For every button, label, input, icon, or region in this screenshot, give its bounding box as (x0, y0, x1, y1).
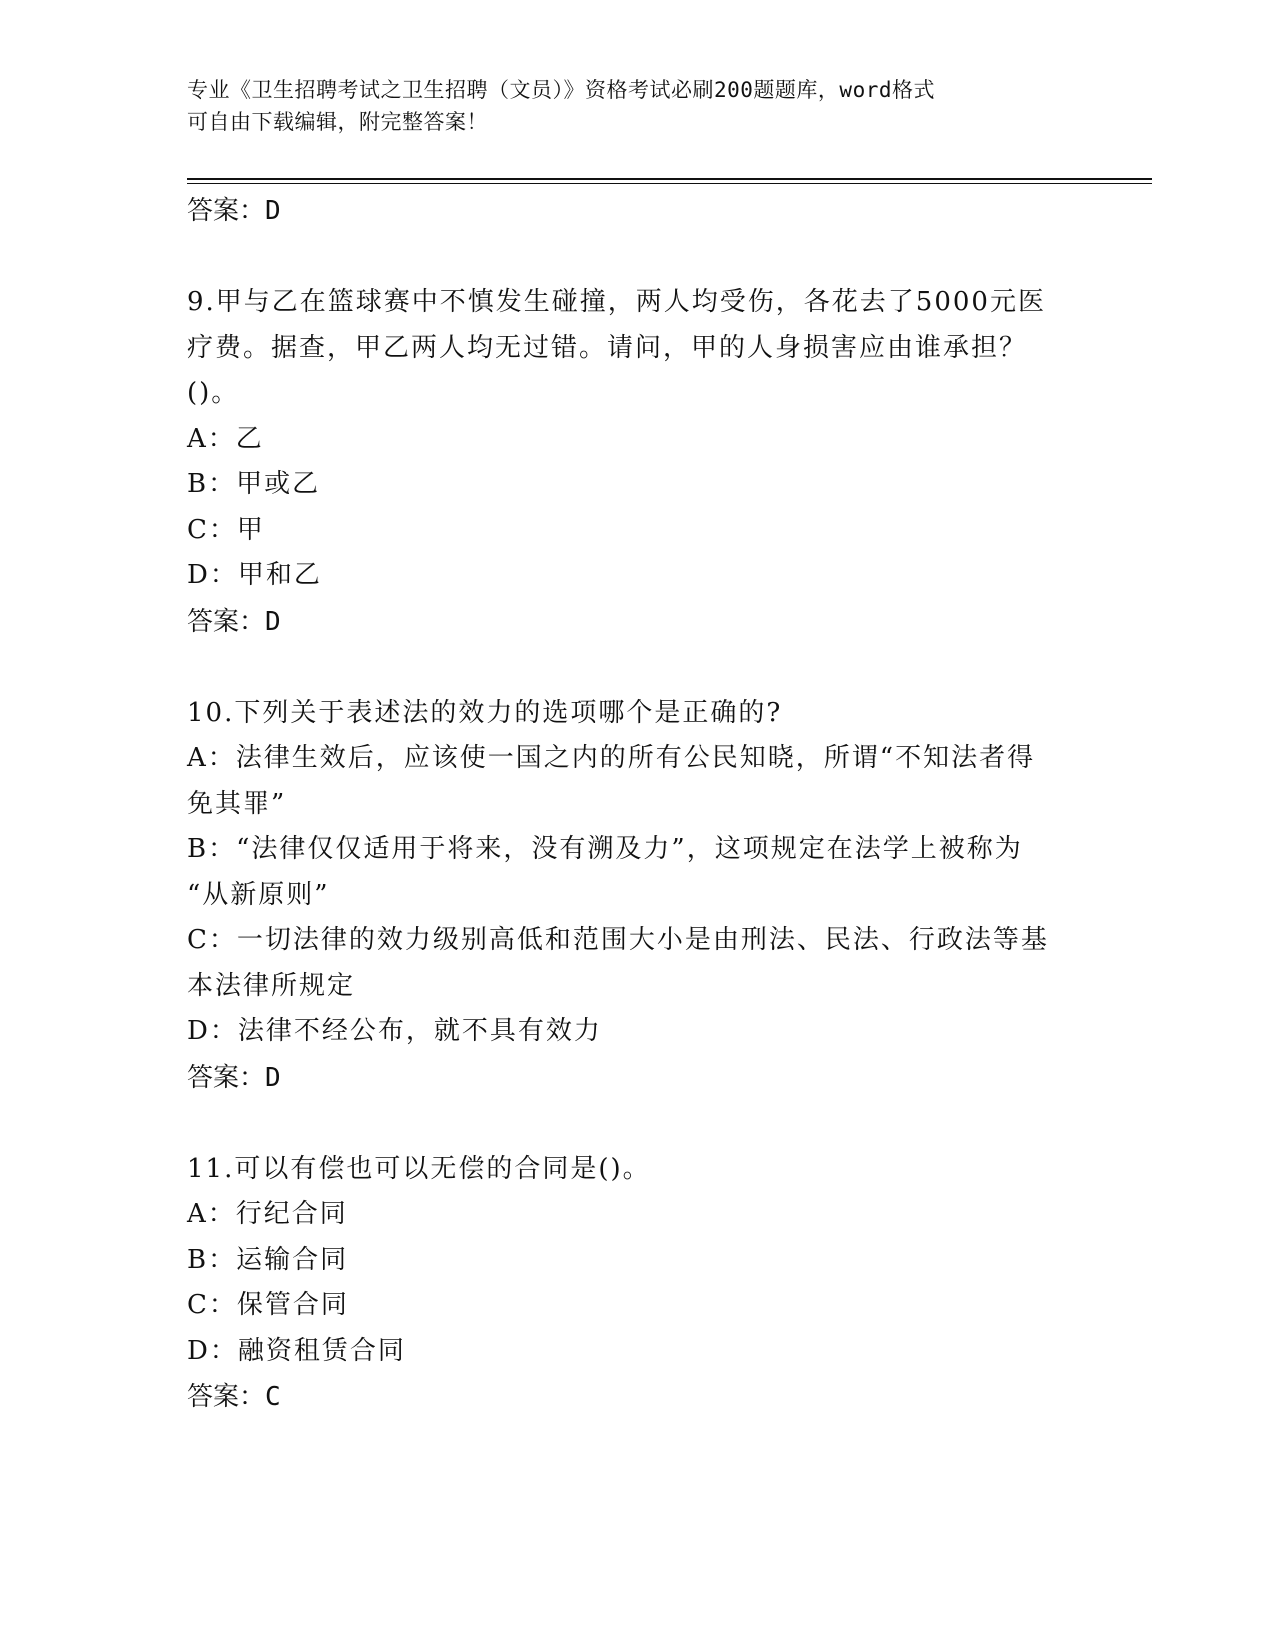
spacer (187, 1101, 1087, 1147)
question-stem: 11.可以有偿也可以无偿的合同是()。 (187, 1153, 651, 1184)
spacer (187, 234, 1087, 280)
question-stem: 10.下列关于表述法的效力的选项哪个是正确的? (187, 697, 783, 728)
spacer (187, 645, 1087, 691)
document-header (187, 74, 1087, 138)
answer-line: 答案：D (187, 1062, 281, 1093)
option-c: C：保管合同 (187, 1290, 349, 1320)
option-a: A：法律生效后，应该使一国之内的所有公民知晓，所谓“不知法者得 (187, 743, 1036, 773)
document-body (187, 188, 1087, 1420)
option-b: B：“法律仅仅适用于将来，没有溯及力”，这项规定在法学上被称为 (187, 834, 1023, 864)
option-d: D：法律不经公布，就不具有效力 (187, 1016, 602, 1046)
option-b: B：甲或乙 (187, 469, 321, 499)
option-c: C：甲 (187, 514, 265, 545)
option-d: D：甲和乙 (187, 560, 322, 590)
answer-line: 答案：D (187, 606, 281, 637)
option-a: A：行纪合同 (187, 1199, 348, 1229)
option-a-continued: 免其罪” (187, 788, 287, 819)
header-line: 可自由下载编辑，附完整答案！ (187, 110, 488, 134)
option-c-continued: 本法律所规定 (187, 970, 356, 1001)
option-b: B：运输合同 (187, 1244, 349, 1275)
question-stem: ()。 (187, 378, 240, 408)
answer-line: 答案：C (187, 1382, 281, 1412)
question-stem: 疗费。据查，甲乙两人均无过错。请问，甲的人身损害应由谁承担？ (187, 332, 1028, 363)
question-11 (187, 1147, 1087, 1375)
question-9 (187, 280, 1087, 599)
answer-line: 答案：D (187, 196, 281, 226)
option-d: D：融资租赁合同 (187, 1335, 406, 1366)
header-divider (187, 183, 1152, 184)
question-stem: 9.甲与乙在篮球赛中不慎发生碰撞，两人均受伤，各花去了5000元医 (187, 287, 1046, 317)
option-c: C：一切法律的效力级别高低和范围大小是由刑法、民法、行政法等基 (187, 925, 1049, 955)
option-a: A：乙 (187, 423, 264, 454)
question-10 (187, 691, 1087, 1055)
option-b-continued: “从新原则” (187, 879, 330, 910)
header-line: 专业《卫生招聘考试之卫生招聘（文员）》资格考试必刷200题题库，word格式 (187, 78, 935, 102)
header-divider (187, 178, 1152, 180)
